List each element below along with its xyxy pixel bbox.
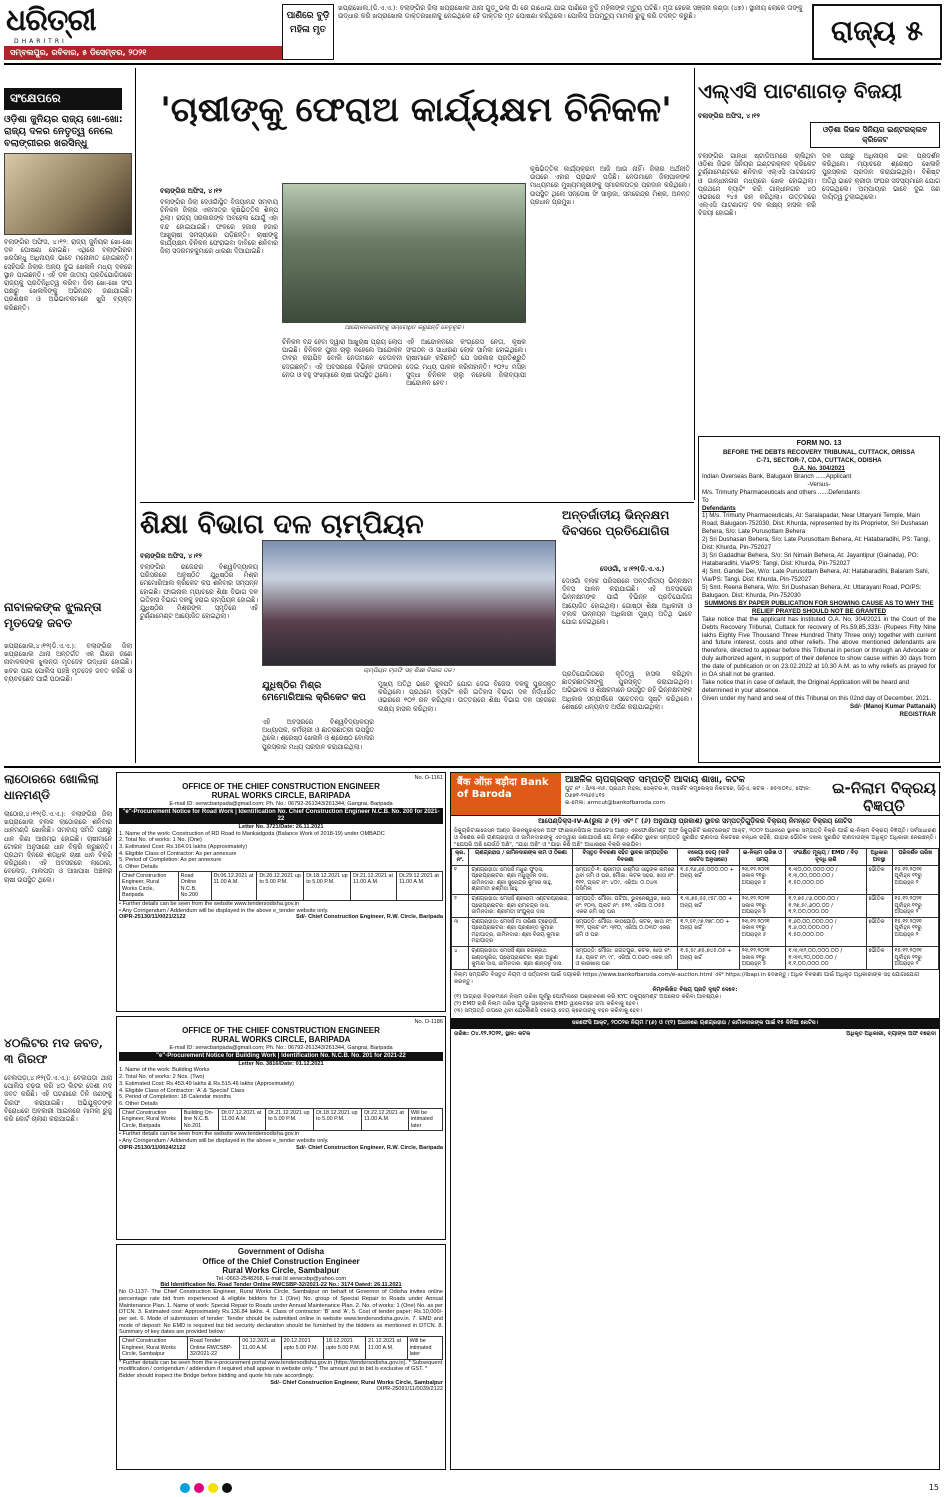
tender1-row-4: 4. Eligible Class of Contractor: As per annexure — [119, 850, 237, 857]
form13-body-3: Given under my hand and seal of this Tribunal on this 02nd day of December, 2021. — [702, 695, 932, 703]
tender3-officer: Chief Construction Engineer, Rural Works Circle, Sambalpur — [120, 1337, 188, 1359]
tender1-to: Dt.20.12.2021 up to 5.00 P.M. — [257, 871, 304, 900]
bob-cell: ୨ — [452, 894, 469, 917]
tender1-row-5: 5. Period of Completion: As per annexure — [119, 857, 222, 864]
tender3-to: 20.12.2021 upto 5.00 P.M. — [281, 1337, 323, 1359]
bob-eauction-title: ଇ-ନିଲାମ ବିକ୍ରୟ ବିଜ୍ଞପ୍ତି — [832, 779, 936, 815]
bob-eauction-notice — [450, 772, 940, 1470]
bob-terms-intro: ନିଲାମ ସମ୍ପର୍କିତ ବିସ୍ତୃତ ନିୟମ ଓ ସର୍ତ୍ତାବଳୀ ପାଇଁ ଦୟାକରି https://www.bankofbaroda.com/e-auction.html ଏବଂ https://ibapi.in ଦେଖନ୍ତୁ। ଅଧିକ ବିବରଣୀ ପାଇଁ ଅଧିକୃତ ଅଧିକାରୀଙ୍କ ସହ ଯୋଗାଯୋଗ କରନ୍ତୁ। — [454, 971, 920, 985]
bob-cell: ୧୫.୧୨.୨୦୨୧ ପୂର୍ବାହ୍ନ ୧୧ରୁ ଅପରାହ୍ନ ୨ — [892, 917, 938, 946]
brief-headline-3: ଲାଠୋରରେ ଖୋଲିଲା ଧାନମଣ୍ଡି — [4, 772, 99, 802]
tender3-circle: Rural Works Circle, Sambalpur — [222, 1266, 340, 1276]
lead-text-4: କୃଷିଭିତ୍ତିକ କାର୍ଯ୍ୟକ୍ରମ ଆଜି ଆଉ ନାହିଁ। ଜିଲାର ଅର୍ଥନୀତି ଉପରେ ଏହାର ପ୍ରଭାବ ପଡ଼ିଛି। ନେତାମାନେ ଜିଲାପାଳଙ୍କ ମାଧ୍ୟମରେ ମୁଖ୍ୟମନ୍ତ୍ରୀଙ୍କୁ ସ୍ମାରକପତ୍ର ପ୍ରଦାନ କରିଥିଲେ। ଉପସ୍ଥିତ ଥିଲେ ସନ୍ତୋଷ ସିଂ ସାଲୁଜା, ସମରେନ୍ଦ୍ର ମିଶ୍ର, ଅନନ୍ତ ପ୍ରଧାନ ପ୍ରମୁଖ। — [530, 165, 690, 206]
tender3-last: 18.12.2021 upto 5.00 P.M. — [323, 1337, 365, 1359]
bob-cell: ଭୌତିକ — [866, 894, 892, 917]
bob-cell: ସମ୍ପତ୍ତି-୧: ଶ୍ରୀମତୀ ରଶ୍ମିତା ସାହୁଙ୍କ ନାମରେ ଥିବା ଜମି ଓ ଘର, ମୌଜା: କଟକ ସହର, ଖାତା ନଂ: ୧୧୧, ପ୍ଲଟ ନଂ: ୪୦୯, ଏରିଆ: ୦.୦୪୩ ଡିସିମିଲ — [573, 865, 678, 894]
intl-byline: ଦେଓଗାଁ, ୪।୧୨(ଡି.ଏ.ଏ.) — [600, 565, 665, 573]
bob-cell: ୨୩.୧୨.୨୦୨୧ ସକାଳ ୧୧ରୁ ଅପରାହ୍ନ ୫ — [739, 947, 785, 970]
education-photo-caption: ଚାମ୍ପିୟନ ଟ୍ରଫି ସହ ଶିକ୍ଷା ବିଭାଗ ଦଳ। — [363, 667, 455, 674]
tender3-fin: Will be intimated later — [407, 1337, 442, 1359]
bob-terms-title: ନିମ୍ନଲିଖିତ ବିଷୟ ପ୍ରତି ଦୃଷ୍ଟି ଦେବେ: — [652, 987, 738, 994]
table-row — [452, 917, 939, 946]
bob-footer-band: ସରଫେସି ଆକ୍ଟ, ୨୦୦୨ର ନିୟମ ୮(୬) ଓ ୯(୧) ଅଧୀନରେ ଋଣଗ୍ରହୀତା / ଜାମିନଦାରଙ୍କ ପାଇଁ ୧୫ ଦିନିଆ ନୋଟିସ। — [451, 1018, 939, 1029]
tender2-tech: Dt.22.12.2021 at 11.00 A.M. — [362, 1108, 409, 1130]
form13-defendant-5: 5) Smt. Reena Behera, W/o: Sri Dushasan Behera, At: Uttarayani Road, PO/PS: Balugaon, Dist: Khurda, Pin-752030 — [702, 583, 922, 599]
form13-applicant: Indian Overseas Bank, Balugaon Branch ......Applicant — [702, 472, 852, 480]
bob-term-1: (୧) ଆଗ୍ରହୀ ବିଡ଼ରମାନେ ନିଲାମ ତାରିଖ ପୂର୍ବରୁ ପୋର୍ଟାଲରେ ପଞ୍ଜୀକରଣ କରି KYC ଡକ୍ୟୁମେଣ୍ଟ ଅପଲୋଡ କରିବା ଆବଶ୍ୟକ। — [454, 994, 722, 1001]
color-swatch-yellow — [208, 1483, 218, 1493]
bob-cell: ୧୫.୧୨.୨୦୨୧ ପୂର୍ବାହ୍ନ ୧୧ରୁ ଅପରାହ୍ନ ୨ — [892, 947, 938, 970]
tender2-band: "e"-Procurement Notice for Building Work | Identification No. N.C.B. No. 201 for 2021-22 — [119, 1052, 443, 1061]
tender1-number: No. O-1161 — [414, 775, 443, 781]
tender1-from: Dt.06.12.2021 at 11.00 A.M. — [211, 871, 257, 900]
tender2-letter: Letter No. 3816/Date: 01.12.2021 — [238, 1060, 324, 1067]
tender1-last: Dt.18.12.2021 up to 5.00 P.M. — [304, 871, 351, 900]
bob-intro: ସିକ୍ୟୁରିଟାଇଜେସନ ଆଣ୍ଡ ରିକନଷ୍ଟ୍ରକ୍ସନ ଅଫ ଫାଇନାନସିଆଲ ଆସେଟସ ଆଣ୍ଡ ଏନଫୋର୍ସମେଣ୍ଟ ଅଫ ସିକ୍ୟୁରିଟି ଇଣ୍ଟରେଷ୍ଟ ଆକ୍ଟ, ୨୦୦୨ ଅଧୀନରେ ସ୍ଥାବର ସମ୍ପତ୍ତି ବିକ୍ରି ପାଇଁ ଇ-ନିଲାମ ବିକ୍ରୟ ବିଜ୍ଞପ୍ତି। ସର୍ବସାଧାରଣ ଓ ବିଶେଷ କରି ଋଣଗ୍ରହୀତା ଓ ଜାମିନଦାରଙ୍କୁ ଏତଦ୍ୱାରା ଜଣାଯାଉଛି ଯେ ନିମ୍ନ ବର୍ଣ୍ଣିତ ସ୍ଥାବର ସମ୍ପତ୍ତି ସୁରକ୍ଷିତ ଋଣଦାତା ନିକଟରେ ବନ୍ଧକ ରହିଛି, ଯାହାର ଭୌତିକ ଦଖଲ ସୁରକ୍ଷିତ ଋଣଦାତାଙ୍କ ଅଧିକୃତ ଅଧିକାରୀ ନେଇଛନ୍ତି। "ଯେପରି ଅଛି ଯେଉଁଠି ଅଛି", "ଯାହା ଅଛି" ଓ "ଯାହା କିଛି ଅଛି" ଆଧାରରେ ବିକ୍ରି କରାଯିବ। — [454, 827, 936, 848]
tender2-number: No. O-1186 — [414, 1019, 443, 1025]
table-row — [452, 947, 939, 970]
intl-headline: ଅନ୍ତର୍ଜାତୀୟ ଭିନ୍ନକ୍ଷମ ଦିବସରେ ପ୍ରତିଯୋଗିତା — [562, 508, 670, 538]
brief-headline-4: ୪୦ଲିଟର ମଦ ଜବତ, ୩ ଗିରଫ — [4, 1036, 104, 1066]
brief-label: ସଂକ୍ଷେପରେ — [4, 88, 122, 110]
tender3-from: 06.12.2021 at 11.00 A.M. — [240, 1337, 281, 1359]
brief-headline-1 — [4, 114, 132, 150]
tender2-signature: Sd/- Chief Construction Engineer, R.W. Circle, Baripada — [295, 1144, 443, 1151]
brief-text-4: ବେଲପଡ଼ା,୪।୧୨(ଡି.ଏ.ଏ.): ବେଲପଡ଼ା ଥାନା ପୋଲିସ ଚଢ଼ଉ କରି ୪୦ ଲିଟର ଦେଶୀ ମଦ ଜବତ କରିଛି। ଏହି ଘଟଣାରେ ତିନି ଜଣଙ୍କୁ ଗିରଫ କରାଯାଇଛି। ଅଭିଯୁକ୍ତଙ୍କ ବିରୋଧରେ ଅବକାରୀ ଆଇନରେ ମାମଲା ରୁଜୁ କରି କୋର୍ଟ ଚାଲାଣ କରାଯାଇଛି। — [4, 1074, 112, 1123]
form13-defendant-4: 4) Smt. Gandei Dei, W/o: Late Purusottam Behera, At: Hatabaradihi, Balaram Sahi, Via/PS: Tangi, Dist: Khurda, Pin-752027 — [702, 568, 930, 583]
tender2-officer: Chief Construction Engineer, Rural Works Circle, Baripada — [120, 1108, 182, 1130]
lacs-text-1: ବଲାଙ୍ଗିର ଗାନ୍ଧୀ ଷ୍ଟାଡିଅମରେ ଚାଲିଥିବା ଓଡ଼ିଶା ଜିଭଳ ସିନିୟର ଇଣ୍ଟରକ୍ଲବ କ୍ରିକେଟ ଟୁର୍ଣ୍ଣାମେଣ୍ଟରେ ଶନିବାର ଏଲ୍‌ଏସି ପାଟଣାଗଡ଼ ଓ ଗାନ୍ଧୀନଗର ମଧ୍ୟରେ ଖେଳ ହୋଇଥିଲା। ପ୍ରଥମେ ବ୍ୟାଟିଂ କରି ଗାନ୍ଧୀନଗର ୪୦ ଓଭରରେ ୨୪୫ ରନ କରିଥିଲା। ଉତ୍ତରରେ ଏଲ୍‌ଏସି ପାଟଣାଗଡ଼ ଦଳ ଲକ୍ଷ୍ୟ ହାସଲ କରି ବିଜୟୀ ହୋଇଛି। — [698, 152, 816, 218]
bob-date: ତାରିଖ: ୦୪.୧୨.୨୦୨୧, ସ୍ଥାନ: କଟକ — [454, 1030, 531, 1037]
tender-notice-baripada-building — [116, 1016, 446, 1240]
brief-text-1: ବଲାଙ୍ଗିର ଅଫିସ, ୪।୧୨: ରାଜ୍ୟ ଜୁନିୟର ଖୋ-ଖୋ ଦଳ ଘୋଷଣା ହୋଇଛି। ଏଥିରେ ବଲାଙ୍ଗିରର ଖରସିନ୍ଧୁ ଅଧିନାୟକ ଭାବେ ମନୋନୀତ ହୋଇଛନ୍ତି। ସେହିପରି ଜିଲାର ଅନ୍ୟ ଦୁଇ ଖେଳାଳି ମଧ୍ୟ ଦଳରେ ସ୍ଥାନ ପାଇଛନ୍ତି। ଏହି ଦଳ ଜାତୀୟ ପ୍ରତିଯୋଗିତାରେ ରାଜ୍ୟକୁ ପ୍ରତିନିଧିତ୍ୱ କରିବ। ଜିଲା ଖୋ-ଖୋ ସଂଘ ପକ୍ଷରୁ ଖେଳାଳିଙ୍କୁ ଅଭିନନ୍ଦନ ଜଣାଯାଇଛି। ପ୍ରଶିକ୍ଷକ ଓ ଅଭିଭାବକମାନେ ଖୁସି ବ୍ୟକ୍ତ କରିଛନ୍ତି। — [4, 238, 132, 312]
bob-cell: ₹.୫,୧୬,୬୫,୦୦୦.୦୦ + ଅନ୍ୟ ଖର୍ଚ୍ଚ — [677, 865, 739, 894]
tender3-oipr: OIPR-25091/11/0039/2122 — [376, 1386, 443, 1393]
brief-photo-players — [4, 153, 132, 235]
tender1-row-2: 2. Total No. of works: 1 No. (One) — [119, 837, 202, 844]
color-swatch-magenta — [194, 1483, 204, 1493]
bob-cell: ୨୩.୧୨.୨୦୨୧ ସକାଳ ୧୧ରୁ ଅପରାହ୍ନ ୫ — [739, 894, 785, 917]
education-text-1: ବଲାଙ୍ଗିର ରାଜେନ୍ଦ୍ର ବିଶ୍ୱବିଦ୍ୟାଳୟ ପରିସରରେ ଅନୁଷ୍ଠିତ ଯୁଧିଷ୍ଠିର ମିଶ୍ର ମେମୋରିଆଲ କ୍ରିକେଟ କପ ଶନିବାର ସମ୍ପନ୍ନ ହୋଇଛି। ଫାଇନାଲ ମ୍ୟାଚରେ ଶିକ୍ଷା ବିଭାଗ ଦଳ ଇତିହାସ ବିଭାଗ ଦଳକୁ ହରାଇ ଚାମ୍ପିୟନ ହୋଇଛି। ଯୁଧିଷ୍ଠିର ମିଶ୍ରଙ୍କ ସ୍ମୃତିରେ ଏହି ଟୁର୍ଣ୍ଣାମେଣ୍ଟ ଆୟୋଜିତ ହୋଇଥିଲା। — [140, 563, 258, 621]
tender2-from: Dt.07.12.2021 at 11.00 A.M. — [219, 1108, 266, 1130]
table-row — [452, 865, 939, 894]
tender1-row-6: 6. Other Details — [119, 864, 158, 871]
column-divider — [135, 68, 136, 763]
bob-cell: ₹.୩,୩୨,୦୦,୦୦୦.୦୦ / ₹.୩୩,୨୦,୦୦୦.୦୦ / ₹.୧,୦୦,୦୦୦.୦୦ — [786, 947, 866, 970]
tender1-row-3: 3. Estimated Cost: Rs.164.01 lakhs (Approximately) — [119, 844, 248, 851]
bob-cell: ଭୌତିକ — [866, 947, 892, 970]
tender1-letter: Letter No. 3721/Date: 26.11.2021 — [238, 823, 324, 830]
tender1-officer: Chief Construction Engineer, Rural Works Circle, Baripada — [120, 871, 179, 900]
tender3-tech: 21.12.2021 at 11.00 A.M. — [366, 1337, 407, 1359]
form13-legal-notice — [698, 436, 940, 763]
form13-body-2: Take notice that in case of default, the Original Application will be heard and determined in your absence. — [702, 679, 910, 695]
tender3-band: Bid Identification No. Road Tender Online RWCSBP-32/2021-22 No.: 3174 Dated: 26.11.2021 — [160, 1282, 402, 1289]
lead-text-2: ଚିନିକଳ ବନ୍ଦ ହେବା ଦ୍ୱାରା ଆଖୁଚାଷ ପ୍ରାୟ ଲୋପ ପାଇଛି। ଚିନିକଳ ପୁନଃ ଚାଲୁ ନହେଲେ ଆନ୍ଦୋଳନ ତୀବ୍ର କରାଯିବ ବୋଲି ନେତାମାନେ ଚେତାବନୀ ଦେଇଛନ୍ତି। ଏହି ଅବସରରେ ବିଭିନ୍ନ ସଂଗଠନର ନେତା ଓ ବହୁ ସଂଖ୍ୟାରେ ଚାଷୀ ଉପସ୍ଥିତ ଥିଲେ। — [282, 338, 402, 379]
tender3-footnote: * Further details can be seen from the e-procurement portal www.tendersodisha.gov.in (https://tendersodisha.gov.in). * Subsequent modification / corrigendum / addendum if required shall appear in website only. * The amount put to bid is exclusive of GST. * Bidder should inspect the Bridge before bidding and quote his rate accordingly. — [119, 1359, 443, 1379]
tender1-footnote-1: • Further details can be seen from the website www.tendersodisha.gov.in — [119, 900, 300, 907]
education-overlay-title: ଯୁଧିଷ୍ଠିର ମିଶ୍ର ମେମୋରିଆଲ କ୍ରିକେଟ କପ — [262, 680, 366, 704]
intl-text-1: ଦେଓଗାଁ ବ୍ଲକ ପରିସରରେ ଅନ୍ତର୍ଜାତୀୟ ଭିନ୍ନକ୍ଷମ ଦିବସ ପାଳନ କରାଯାଇଛି। ଏହି ଅବସରରେ ଭିନ୍ନକ୍ଷମଙ୍କ ପାଇଁ ବିଭିନ୍ନ ପ୍ରତିଯୋଗିତା ଆୟୋଜିତ ହୋଇଥିଲା। ଗୋଷ୍ଠୀ ଶିକ୍ଷା ଅଧିକାରୀ ଓ ବ୍ଲକ ଉନ୍ନୟନ ଅଧିକାରୀ ମୁଖ୍ୟ ଅତିଥି ଭାବେ ଯୋଗ ଦେଇଥିଲେ। — [562, 577, 692, 626]
bob-cell: ₹.୨,୫୧,୯୭,୧୭୮.୦୦ + ଅନ୍ୟ ଖର୍ଚ୍ଚ — [677, 917, 739, 946]
bob-cell: ₹.୩୦,୦୦,୦୦୦.୦୦ / ₹.୩,୦୦,୦୦୦.୦୦ / ₹.୫୦,୦୦୦.୦୦ — [786, 865, 866, 894]
form13-defendant-2: 2) Sri Dushasan Behera, S/o: Late Purusottam Behera, At: Hatabaradihi, PS: Tangi, Dist: Khurda, Pin-752027 — [702, 536, 931, 552]
form13-signature: Sd/- (Manoj Kumar Pattanaik) — [850, 702, 936, 710]
page-number: 15 — [928, 1483, 939, 1492]
column-divider — [694, 68, 695, 500]
bob-cell: ୩ — [452, 917, 469, 946]
form13-registrar: REGISTRAR — [899, 710, 936, 718]
tender1-fin: Dt.29.12.2021 at 11.00 A.M. — [397, 871, 443, 900]
brief-kicker: ଓଡ଼ିଶା ଜୁନିୟର ରାଜ୍ୟ ଖୋ-ଖୋ: — [4, 114, 123, 125]
lead-photo-protest — [282, 183, 526, 323]
tender1-oipr: OIPR-25130/11/0021/2122 — [119, 914, 186, 921]
bob-cell: ଋଣଗ୍ରହୀତା: ମେସର୍ସ ଶ୍ରୀ ଜଗନ୍ନାଥ ଇଣ୍ଡଷ୍ଟ୍ରିଜ, ପ୍ରୋପ୍ରାଇଟର: ଶ୍ରୀ ଅରୁଣ କୁମାର ଦାସ, ଜାମିନଦାର: ଶ୍ରୀ ଶାନ୍ତନୁ ଦାସ — [469, 947, 573, 970]
form13-court: BEFORE THE DEBTS RECOVERY TRIBUNAL, CUTTACK, ORISSA — [722, 448, 916, 456]
bob-col-borrower: ଋଣଗ୍ରହୀତା / ଜାମିନଦାରଙ୍କ ନାମ ଓ ଠିକଣା — [469, 849, 573, 865]
teaser-text: ଖପ୍ରାଖୋଲ,(ଡି.ଏ.ଏ.): ବଲାଙ୍ଗିର ଜିଲା ଖପ୍ରାଖୋଲ ଥାନା ଗୁଡ଼ୁଭଲା ଗାଁ ରେ ଗାଧୋଇ ଯାଇ ପାଣିରେ ବୁଡ଼ି ମହିଳାଙ୍କ ମୃତ୍ୟୁ ଘଟିଛି। ମୃତା ହେଲେ ସଞ୍ଜନା କଣ୍ଡା (୪୭)। ସ୍ଥାନୀୟ ଲୋକେ ତାଙ୍କୁ ଉଦ୍ଧାର କରି ଖପ୍ରାଖୋଲ ଡାକ୍ତରଖାନାକୁ ନେଇଥିଲେ ହେଁ ଡାକ୍ତର ମୃତ ଘୋଷଣା କରିଥିଲେ। ପୋଲିସ ଅପମୃତ୍ୟୁ ମାମଲା ରୁଜୁ କରି ତଦନ୍ତ କରୁଛି। — [338, 4, 803, 21]
tender2-row-3: 3. Estimated Cost: Rs.453.49 lakhs & Rs.515.46 lakhs (Approximately) — [119, 1080, 295, 1087]
masthead-logo — [6, 4, 134, 44]
lacs-text-2: ଦଳ ପକ୍ଷରୁ ଅଧିନାୟକ ଭଲ ପ୍ରଦର୍ଶନ କରିଥିଲେ। ମ୍ୟାଚରେ ଶ୍ରେଷ୍ଠ ଖେଳାଳି ପୁରସ୍କାର ପ୍ରଦାନ କରାଯାଇଥିଲା। ବିଶିଷ୍ଟ ଅତିଥି ଭାବେ କ୍ରୀଡ଼ା ସଂଘର ସଦସ୍ୟମାନେ ଯୋଗ ଦେଇଥିଲେ। ଅମ୍ପାୟାର ଭାବେ ଦୁଇ ଜଣ ଦାୟିତ୍ୱ ତୁଲାଇଥିଲେ। — [822, 152, 940, 201]
tender3-govt: Government of Odisha — [237, 1247, 325, 1256]
section-rule — [140, 502, 694, 503]
bob-cell: ଋଣଗ୍ରହୀତା: ମେସର୍ସ ଶ୍ରୀରାମ ଏଣ୍ଟରପ୍ରାଇଜ, ପ୍ରୋପ୍ରାଇଟର: ଶ୍ରୀ ରାମଚନ୍ଦ୍ର ଦାସ, ଜାମିନଦାର: ଶ୍ରୀମତୀ ସଂଯୁକ୍ତା ଦାସ — [469, 894, 573, 917]
teaser-label: ପାଣିରେ ବୁଡ଼ି ମହିଳା ମୃତ — [282, 4, 334, 60]
tender2-to: Dt.21.12.2021 up to 5.00 P.M. — [266, 1108, 314, 1130]
tender1-band: "e"-Procurement Notice for Road Work | Identification No. Chief Construction Engineer N.C.B. No. 200 for 2021-22 — [119, 808, 443, 824]
tender2-bid: Building On-line N.C.B. No.201 — [181, 1108, 219, 1130]
lead-text-1: ବଲାଙ୍ଗିର ଜିଲା ଦେଓଗାଁସ୍ଥିତ ବିଜୟାନନ୍ଦ ସମବାୟ ଚିନିକଳ ଜିଲାର ଏକମାତ୍ର କୃଷିଭିତ୍ତିକ ଶିଳ୍ପ ଥିଲା। ରାଜ୍ୟ ସରକାରଙ୍କ ଅବହେଳା ଯୋଗୁଁ ଏହା ବନ୍ଦ ହୋଇଯାଇଛି। ଫଳରେ ହଜାର ହଜାର ଆଖୁଚାଷୀ ସମସ୍ୟାରେ ପଡ଼ିଛନ୍ତି। ଚାଷୀଙ୍କୁ କାର୍ଯ୍ୟକ୍ଷମ ଚିନିକଳ ଫେରାଇବା ଦାବିରେ ଶନିବାର ଜିଲା ସଦରମହକୁମାରେ ଧାରଣା ଦିଆଯାଇଛି। — [160, 198, 278, 256]
brief-text-2: ଖପ୍ରାଖୋଲ,୪।୧୨(ଡି.ଏ.ଏ.): ବଲାଙ୍ଗିର ଜିଲା ଖପ୍ରାଖୋଲ ଥାନା ଅନ୍ତର୍ଗତ ଏକ ଗାଁରେ ଜଣେ ନାବାଳକଙ୍କ ଝୁଲନ୍ତା ମୃତଦେହ ଉଦ୍ଧାର ହୋଇଛି। ଖବର ପାଇ ପୋଲିସ ପହଞ୍ଚି ମୃତଦେହ ଜବତ କରିଛି ଓ ବ୍ୟବଚ୍ଛେଦ ପାଇଁ ପଠାଇଛି। — [4, 642, 132, 683]
tender2-last: Dt.18.12.2021 up to 5.00 P.M. — [314, 1108, 362, 1130]
tender2-oipr: OIPR-25130/11/0024/2122 — [119, 1144, 186, 1151]
form13-to: To — [702, 496, 709, 504]
tender2-fin: Will be intimated later — [408, 1108, 442, 1130]
bob-col-sl: କ୍ର. ନଂ. — [452, 849, 469, 865]
bob-cell: ୨୩.୧୨.୨୦୨୧ ସକାଳ ୧୧ରୁ ଅପରାହ୍ନ ୫ — [739, 865, 785, 894]
tender2-circle: RURAL WORKS CIRCLE, BARIPADA — [211, 1035, 351, 1045]
tender2-row-1: 1. Name of the work: Building Works — [119, 1067, 210, 1074]
tender2-table — [119, 1108, 443, 1131]
lacs-badge: ଓଡ଼ିଶା ଜିଭଳ ସିନିୟର ଇଣ୍ଟରକ୍ଲବ କ୍ରିକେଟ — [810, 122, 940, 148]
lead-text-3: ଏହି ଆନ୍ଦୋଳନରେ କଂଗ୍ରେସ ନେତା, କୃଷକ ସଂଗଠନ ଓ ସାଧାରଣ ଲୋକ ସାମିଲ ହୋଇଥିଲେ। ଚାଷୀମାନେ କହିଛନ୍ତି ଯେ ସରକାର ପ୍ରତିଶ୍ରୁତି ଦେଇ ମଧ୍ୟ ପାଳନ କରିନାହାନ୍ତି। ୨୦୨୪ ମସିହା ସୁଦ୍ଧା ଚିନିକଳ ଚାଲୁ ନହେଲେ ଜିଲାବ୍ୟାପୀ ଆନ୍ଦୋଳନ ହେବ। — [406, 338, 526, 387]
bob-cell: ଭୌତିକ — [866, 865, 892, 894]
bob-col-possession: ଅଧିକାର ଅବସ୍ଥା — [866, 849, 892, 865]
brief-headline-2: ନାବାଳକଙ୍କ ଝୁଲନ୍ତା ମୃତଦେହ ଜବତ — [4, 600, 102, 630]
education-headline: ଶିକ୍ଷା ବିଭାଗ ଦଳ ଚାମ୍ପିୟନ — [140, 509, 424, 540]
tender3-bid: Road Tender Online RWCSBP-32/2021-22 — [187, 1337, 239, 1359]
color-swatch-black — [222, 1483, 232, 1493]
tender2-footnote-1: • Further details can be seen from the website www.tendersodisha.gov.in — [119, 1131, 300, 1138]
lead-headline: 'ଚାଷୀଙ୍କୁ ଫେରାଅ କାର୍ଯ୍ୟକ୍ଷମ ଚିନିକଳ' — [160, 90, 672, 130]
bob-cell: ସମ୍ପତ୍ତି: ମୌଜା: କାଠଯୋଡ଼ି, କଟକ, ଖାତା ନଂ: ୨୧୨, ପ୍ଲଟ ନଂ: ୩୧୦, ଏରିଆ ୦.୦୩୦ ଏକର ଜମି ଓ ଘର — [573, 917, 678, 946]
education-photo-team — [262, 540, 556, 666]
bob-cell: ₹.୨,୭୫,୯୬,୦୦୦.୦୦ / ₹.୨୭,୫୯,୬୦୦.୦୦ / ₹.୧,୦୦,୦୦୦.୦୦ — [786, 894, 866, 917]
tender1-tech: Dt.21.12.2021 at 11.00 A.M. — [351, 871, 397, 900]
tender1-circle: RURAL WORKS CIRCLE, BARIPADA — [211, 791, 351, 801]
brief-text-3: ଲାଠୋର,୪।୧୨(ଡି.ଏ.ଏ.): ବଲାଙ୍ଗିର ଜିଲା ଖପ୍ରାଖୋଲ ବ୍ଲକ ଲାଠୋରରେ ଶନିବାର ଧାନମଣ୍ଡି ଖୋଲିଛି। ସମବାୟ ସମିତି ପକ୍ଷରୁ ଧାନ କିଣା ଆରମ୍ଭ ହୋଇଛି। ଚାଷୀମାନେ ଟୋକନ ଅନୁସାରେ ଧାନ ବିକ୍ରି କରୁଛନ୍ତି। ପ୍ରଥମ ଦିନରେ ଶତାଧିକ ଚାଷୀ ଧାନ ବିକ୍ରି କରିଥିଲେ। ଏହି ଅବସରରେ ଲାଠୋର, ବେଲେଡ଼, ମାଲପଡ଼ା ଓ ଆଖପାଖ ଅଞ୍ଚଳର ଚାଷୀ ଉପସ୍ଥିତ ଥିଲେ। — [4, 810, 112, 884]
tender1-row-1: 1. Name of the work: Construction of RD Road to Mankadgoda (Balance Work of 2018-19) under OMBADC — [119, 830, 385, 837]
tender3-body: No O-1137- The Chief Construction Engineer, Rural Works Circle, Sambalpur on behalf of Governor of Odisha invites online percentage rate bid from experienced & eligible bidders for 1 (One) No. group of Special Repair to Roads under Annual Maintenance Plan. 1. Name of work: Special Repair to Roads under Annual Maintenance Plan. 2. No. of works: 1 (One) No. as per DTCN. 3. Estimated cost: Approximately Rs.136.84 lakhs. 4. Class of contractor: 'B' and 'A'. 5. Cost of tender paper: Rs.10,000/- per set. 6. Mode of submission of tender: Tender should be submitted online in website www.tendersodisha.gov.in. 7. EMD and mode of deposit: No EMD is required but bid security declaration should be furnished by the bidders as mentioned in DTCN. 8. Summary of key dates are provided below: — [119, 1289, 443, 1336]
tender2-row-4: 4. Eligible Class of Contractor: 'A' & 'Special' Class — [119, 1087, 245, 1094]
tender-notice-sambalpur — [116, 1244, 446, 1470]
bob-address: ପୁଟ ନଂ : ସି/୩-୩୫, ପ୍ରଥମ ମହଲା, ସେକ୍ଟର-୭, ମାର୍କେଟ କମ୍ପ୍ଲେକ୍ସ ନିକଟରେ, ସିଡ଼ିଏ, କଟକ - ୭୫୩୦୧୪, ଫୋନ: ୦୬୭୧-୨୩୬୫୪୧୫ — [565, 785, 811, 799]
form13-title: FORM NO. 13 — [796, 440, 842, 447]
education-text-3: ଏହି ଅବସରରେ ବିଶ୍ୱବିଦ୍ୟାଳୟର ଅଧ୍ୟାପକ, କର୍ମଚାରୀ ଓ ଛାତ୍ରଛାତ୍ରୀ ଉପସ୍ଥିତ ଥିଲେ। ଶ୍ରେଷ୍ଠ ଖେଳାଳି ଓ ଶ୍ରେଷ୍ଠ ବୋଲର ପୁରସ୍କାର ମଧ୍ୟ ପ୍ରଦାନ କରାଯାଇଥିଲା। — [262, 718, 374, 751]
bob-term-3: (୩) ସମ୍ପତ୍ତି ଉପରେ ଥିବା ଯେକୌଣସି ବକେୟା ଦେୟ କ୍ରେତାଙ୍କୁ ବହନ କରିବାକୁ ହେବ। — [454, 1007, 643, 1014]
lacs-headline: ଏଲ୍‌ଏସି ପାଟଣାଗଡ଼ ବିଜୟୀ — [698, 79, 903, 103]
form13-defendants-line: M/s. Trimurty Pharmaceuticals and others ......Defendants — [702, 488, 860, 496]
tender3-contact: Tel.-0663-2548268, E-mail Id serwcsbp@yahoo.com — [215, 1275, 347, 1282]
tender1-table — [119, 871, 443, 901]
color-swatch-cyan — [180, 1483, 190, 1493]
tender2-row-2: 2. Total No. of works: 2 Nos. (Two) — [119, 1074, 205, 1081]
bob-logo: बैंक ऑफ़ बड़ौदा Bank of Baroda — [451, 773, 561, 815]
tender1-footnote-2: • Any Corrigendum / Addendum will be displayed in the above e_tender website only. — [119, 907, 329, 914]
bob-col-reserve: ସଂରକ୍ଷିତ ମୂଲ୍ୟ / EMD / ବିଡ଼ ବୃଦ୍ଧି ରାଶି — [786, 849, 866, 865]
tender2-contact: E-mail ID: serwcbaripada@gmail.com; Ph. No.: 06792-261343/261344, Gangrai, Baripada — [169, 1044, 393, 1051]
tender1-bid: Road Online N.C.B. No.200 — [178, 871, 211, 900]
bob-email: ଇ-ମେଲ: armcut@bankofbaroda.com — [565, 799, 665, 806]
bob-cell: ୧୫.୧୨.୨୦୨୧ ପୂର୍ବାହ୍ନ ୧୧ରୁ ଅପରାହ୍ନ ୨ — [892, 865, 938, 894]
tender2-row-6: 6. Other Details — [119, 1101, 158, 1107]
bob-col-property: ବିସ୍ତୃତ ବିବରଣୀ ସହିତ ସ୍ଥାବର ସମ୍ପତ୍ତିର ବିବରଣୀ — [573, 849, 678, 865]
bob-cell: ୧ — [452, 865, 469, 894]
logo-subtitle: DHARITRI — [14, 38, 67, 45]
masthead-rule — [4, 63, 941, 65]
tender1-contact: E-mail ID: serwcbaripada@gmail.com; Ph. No.: 06792-261343/261344, Gangrai, Baripada — [169, 800, 393, 807]
page-section-title: ରାଜ୍ୟ ୫ — [812, 4, 942, 60]
form13-oa: O.A. No. 304/2021 — [793, 464, 845, 472]
form13-versus: -Versus- — [807, 480, 831, 488]
bob-cell: ଋଣଗ୍ରହୀତା: ମେସର୍ସ ମା ତାରିଣୀ ଟ୍ରେଡ଼ର୍ସ, ପ୍ରୋପ୍ରାଇଟର: ଶ୍ରୀ ପ୍ରଶାନ୍ତ କୁମାର ମହାପାତ୍ର, ଜାମିନଦାର: ଶ୍ରୀ ବିଜୟ କୁମାର ମହାପାତ୍ର — [469, 917, 573, 946]
form13-defendants-title: Defendants — [702, 504, 736, 512]
lead-photo-caption: ଆନ୍ଦୋଳନକାରୀଙ୍କୁ ସମ୍ବୋଧିତ କରୁଛନ୍ତି ନେତୃବୃନ୍ଦ। — [344, 324, 464, 331]
tender-notice-baripada-road — [116, 772, 446, 1012]
form13-defendant-3: 3) Sri Gadadhar Behera, S/o: Sri Nimain Behera, At: Jayantipur (Gainada), PO: Hatabaradihi, Via/PS: Tangi, Dist: Khurda, Pin-752027 — [702, 552, 919, 568]
bob-cell: ₹.୫,୫୯,୭୫,୭୪୫.୦୫ + ଅନ୍ୟ ଖର୍ଚ୍ଚ — [677, 947, 739, 970]
tender2-office: OFFICE OF THE CHIEF CONSTRUCTION ENGINEER — [182, 1025, 380, 1035]
bob-cell: ₹.୬୦,୦୦,୦୦୦.୦୦ / ₹.୬,୦୦,୦୦୦.୦୦ / ₹.୫୦,୦୦୦.୦୦ — [786, 917, 866, 946]
tender1-signature: Sd/- Chief Construction Engineer, R.W. Circle, Baripada — [295, 914, 443, 921]
bob-col-inspection: ପରିଦର୍ଶନ ତାରିଖ — [892, 849, 938, 865]
tender2-row-5: 5. Period of Completion: 18 Calendar months — [119, 1094, 231, 1101]
lead-byline: ବଲାଙ୍ଗିର ଅଫିସ, ୪।୧୨ — [160, 187, 222, 195]
bob-term-2: (୨) EMD ରାଶି ନିଲାମ ତାରିଖ ପୂର୍ବରୁ ଗ୍ଲୋବାଲ EMD ୱାଲେଟରେ ଜମା କରିବାକୁ ହେବ। — [454, 1001, 639, 1008]
bob-officer: ଅଧିକୃତ ଅଧିକାରୀ, ବ୍ୟାଙ୍କ ଅଫ ବରୋଦା — [846, 1030, 936, 1037]
bob-col-dues: ବକେୟା ଦେୟ (ଦାବି ନୋଟିସ ଅନୁସାରେ) — [677, 849, 739, 865]
lacs-byline: ବଲାଙ୍ଗିର ଅଫିସ, ୪।୧୨ — [698, 112, 760, 120]
education-byline: ବଲାଙ୍ଗିର ଅଫିସ, ୪।୧୨ — [140, 552, 202, 560]
tender3-table — [119, 1336, 443, 1359]
table-row — [452, 894, 939, 917]
form13-defendant-1: 1) M/s. Trimurty Pharmaceuticals, At: Saralapadar, Near Uttaryani Temple, Main Road, Balugaon-752030, Dist: Khurda, represented by its Proprietor, Sri Dushasan Behera, S/o: Late Purusottam Behera — [702, 512, 929, 536]
bob-auction-table — [451, 848, 939, 970]
tender2-footnote-2: • Any Corrigendum / Addendum will be displayed in the above e_tender website only. — [119, 1137, 329, 1144]
bob-cell: ୧୫.୧୨.୨୦୨୧ ପୂର୍ବାହ୍ନ ୧୧ରୁ ଅପରାହ୍ନ ୨ — [892, 894, 938, 917]
form13-body-1: Take notice that the applicant has instituted O.A. No. 304/2021 in the Court of the Debts Recovery Tribunal, Cuttack for recovery of Rs.59,85,333/- (Rupees Fifty Nine lakhs Eighty Five Thousand Three Hundred Thirty Three only) together with current and future interest, costs and other reliefs. The above mentioned defendants are therefore, directed to appear before this Tribunal in person or through an Advocate or duly authorized agent, in support of their defence to show cause within 30 days from the date of publication or on 23.02.2022 at 10.30 A.M. as to why reliefs as prayed for in OA shall not be granted. — [702, 615, 936, 679]
form13-summons: SUMMONS BY PAPER PUBLICATION FOR SHOWING CAUSE AS TO WHY THE RELIEF PRAYED SHOULD NOT BE GRANTED — [704, 599, 934, 615]
bob-cell: ସମ୍ପତ୍ତି: ମୌଜା: ପଟିଆ, ଭୁବନେଶ୍ୱର, ଖାତା ନଂ: ୧୦୩, ପ୍ଲଟ ନଂ: ୫୨୧, ଏରିଆ ୦.୦୫୫ ଏକର ଜମି ସହ ଘର — [573, 894, 678, 917]
tender3-signature: Sd/- Chief Construction Engineer, Rural Works Circle, Sambalpur — [270, 1379, 443, 1386]
bob-cell: ଋଣଗ୍ରହୀତା: ମେସର୍ସ ମଧୁର ଫୁଡ଼ସ, ପ୍ରୋପ୍ରାଇଟର: ଶ୍ରୀ ମଧୁସୂଦନ ଦାସ, ଜାମିନଦାର: ଶ୍ରୀ ସୁରେନ୍ଦ୍ର କୁମାର ସାହୁ, ଶ୍ରୀମତୀ ରଶ୍ମିତା ସାହୁ — [469, 865, 573, 894]
brief-headline-1-text: ରାଜ୍ୟ ଦଳର ନେତୃତ୍ୱ ନେଲେ ବଲାଙ୍ଗୀରର ଖରସିନ୍ଧୁ — [4, 125, 113, 149]
tender3-office: Office of the Chief Construction Engineer — [202, 1256, 360, 1266]
bob-cell: ଭୌତିକ — [866, 917, 892, 946]
tender1-office: OFFICE OF THE CHIEF CONSTRUCTION ENGINEER — [182, 781, 380, 791]
bob-cell: ₹.୩,୭୫,୫୫,୯୫୮.୦୦ + ଅନ୍ୟ ଖର୍ଚ୍ଚ — [677, 894, 739, 917]
bob-branch-title: ଆଞ୍ଚଳିକ ଚାପଗ୍ରସ୍ତ ସମ୍ପତ୍ତି ଆଦାୟ ଶାଖା, କଟକ — [565, 775, 745, 785]
logo-text: ଧରିତ୍ରୀ — [6, 3, 96, 38]
bob-col-date: ଇ-ନିଲାମ ତାରିଖ ଓ ସମୟ — [739, 849, 785, 865]
bob-cell: ୪ — [452, 947, 469, 970]
section-rule — [4, 766, 941, 768]
bob-cell: ୨୩.୧୨.୨୦୨୧ ସକାଳ ୧୧ରୁ ଅପରାହ୍ନ ୫ — [739, 917, 785, 946]
bob-cell: ସମ୍ପତ୍ତି: ମୌଜା: ଜଗତପୁର, କଟକ, ଖାତା ନଂ: ୫୬, ପ୍ଲଟ ନଂ: ୯୮, ଏରିଆ ୦.୦୬୦ ଏକର ଜମି ଓ କାରଖାନା ଘର — [573, 947, 678, 970]
education-text-2: ମୁଖ୍ୟ ଅତିଥି ଭାବେ କୁଳପତି ଯୋଗ ଦେଇ ବିଜେତା ଦଳକୁ ପୁରସ୍କୃତ କରିଥିଲେ। ପ୍ରଥମେ ବ୍ୟାଟିଂ କରି ଇତିହାସ ବିଭାଗ ଦଳ ନିର୍ଦ୍ଧାରିତ ଓଭରରେ ୧୦୨ ରନ କରିଥିଲା। ଉତ୍ତରରେ ଶିକ୍ଷା ବିଭାଗ ଦଳ ସହଜରେ ଲକ୍ଷ୍ୟ ହାସଲ କରିଥିଲା। — [378, 680, 556, 713]
bob-notice-title: ଆପେଣ୍ଡିକ୍ସ-IV-A(ରୁଲ ୬ (୨) ଏବଂ ୮ (୬) ଅନୁଯାୟୀ ପ୍ରକାଶ) ସ୍ଥାବର ସମ୍ପତ୍ତିଗୁଡ଼ିକର ବିକ୍ରୟ ନିମନ୍ତେ ବିକ୍ରୟ ନୋଟିସ — [538, 817, 852, 825]
dateline: ସମ୍ବଲପୁର, ରବିବାର, ୫ ଡିସେମ୍ବର, ୨୦୨୧ — [4, 46, 282, 60]
form13-address: C-71, SECTOR-7, CDA, CUTTACK, ODISHA — [756, 456, 882, 464]
intl-text-2: ପ୍ରତିଯୋଗିତାରେ କୃତିତ୍ୱ ହାସଲ କରିଥିବା ଛାତ୍ରଛାତ୍ରୀଙ୍କୁ ପୁରସ୍କୃତ କରାଯାଇଥିଲା। ଅଭିଭାବକ ଓ ଶିକ୍ଷକମାନେ ଉପସ୍ଥିତ ରହି ଭିନ୍ନକ୍ଷମଙ୍କ ଅଧିକାର ସମ୍ପର୍କରେ ସଚେତନତା ସୃଷ୍ଟି କରିଥିଲେ। ଶେଷରେ ଧନ୍ୟବାଦ ଅର୍ପଣ କରାଯାଇଥିଲା। — [562, 670, 692, 711]
